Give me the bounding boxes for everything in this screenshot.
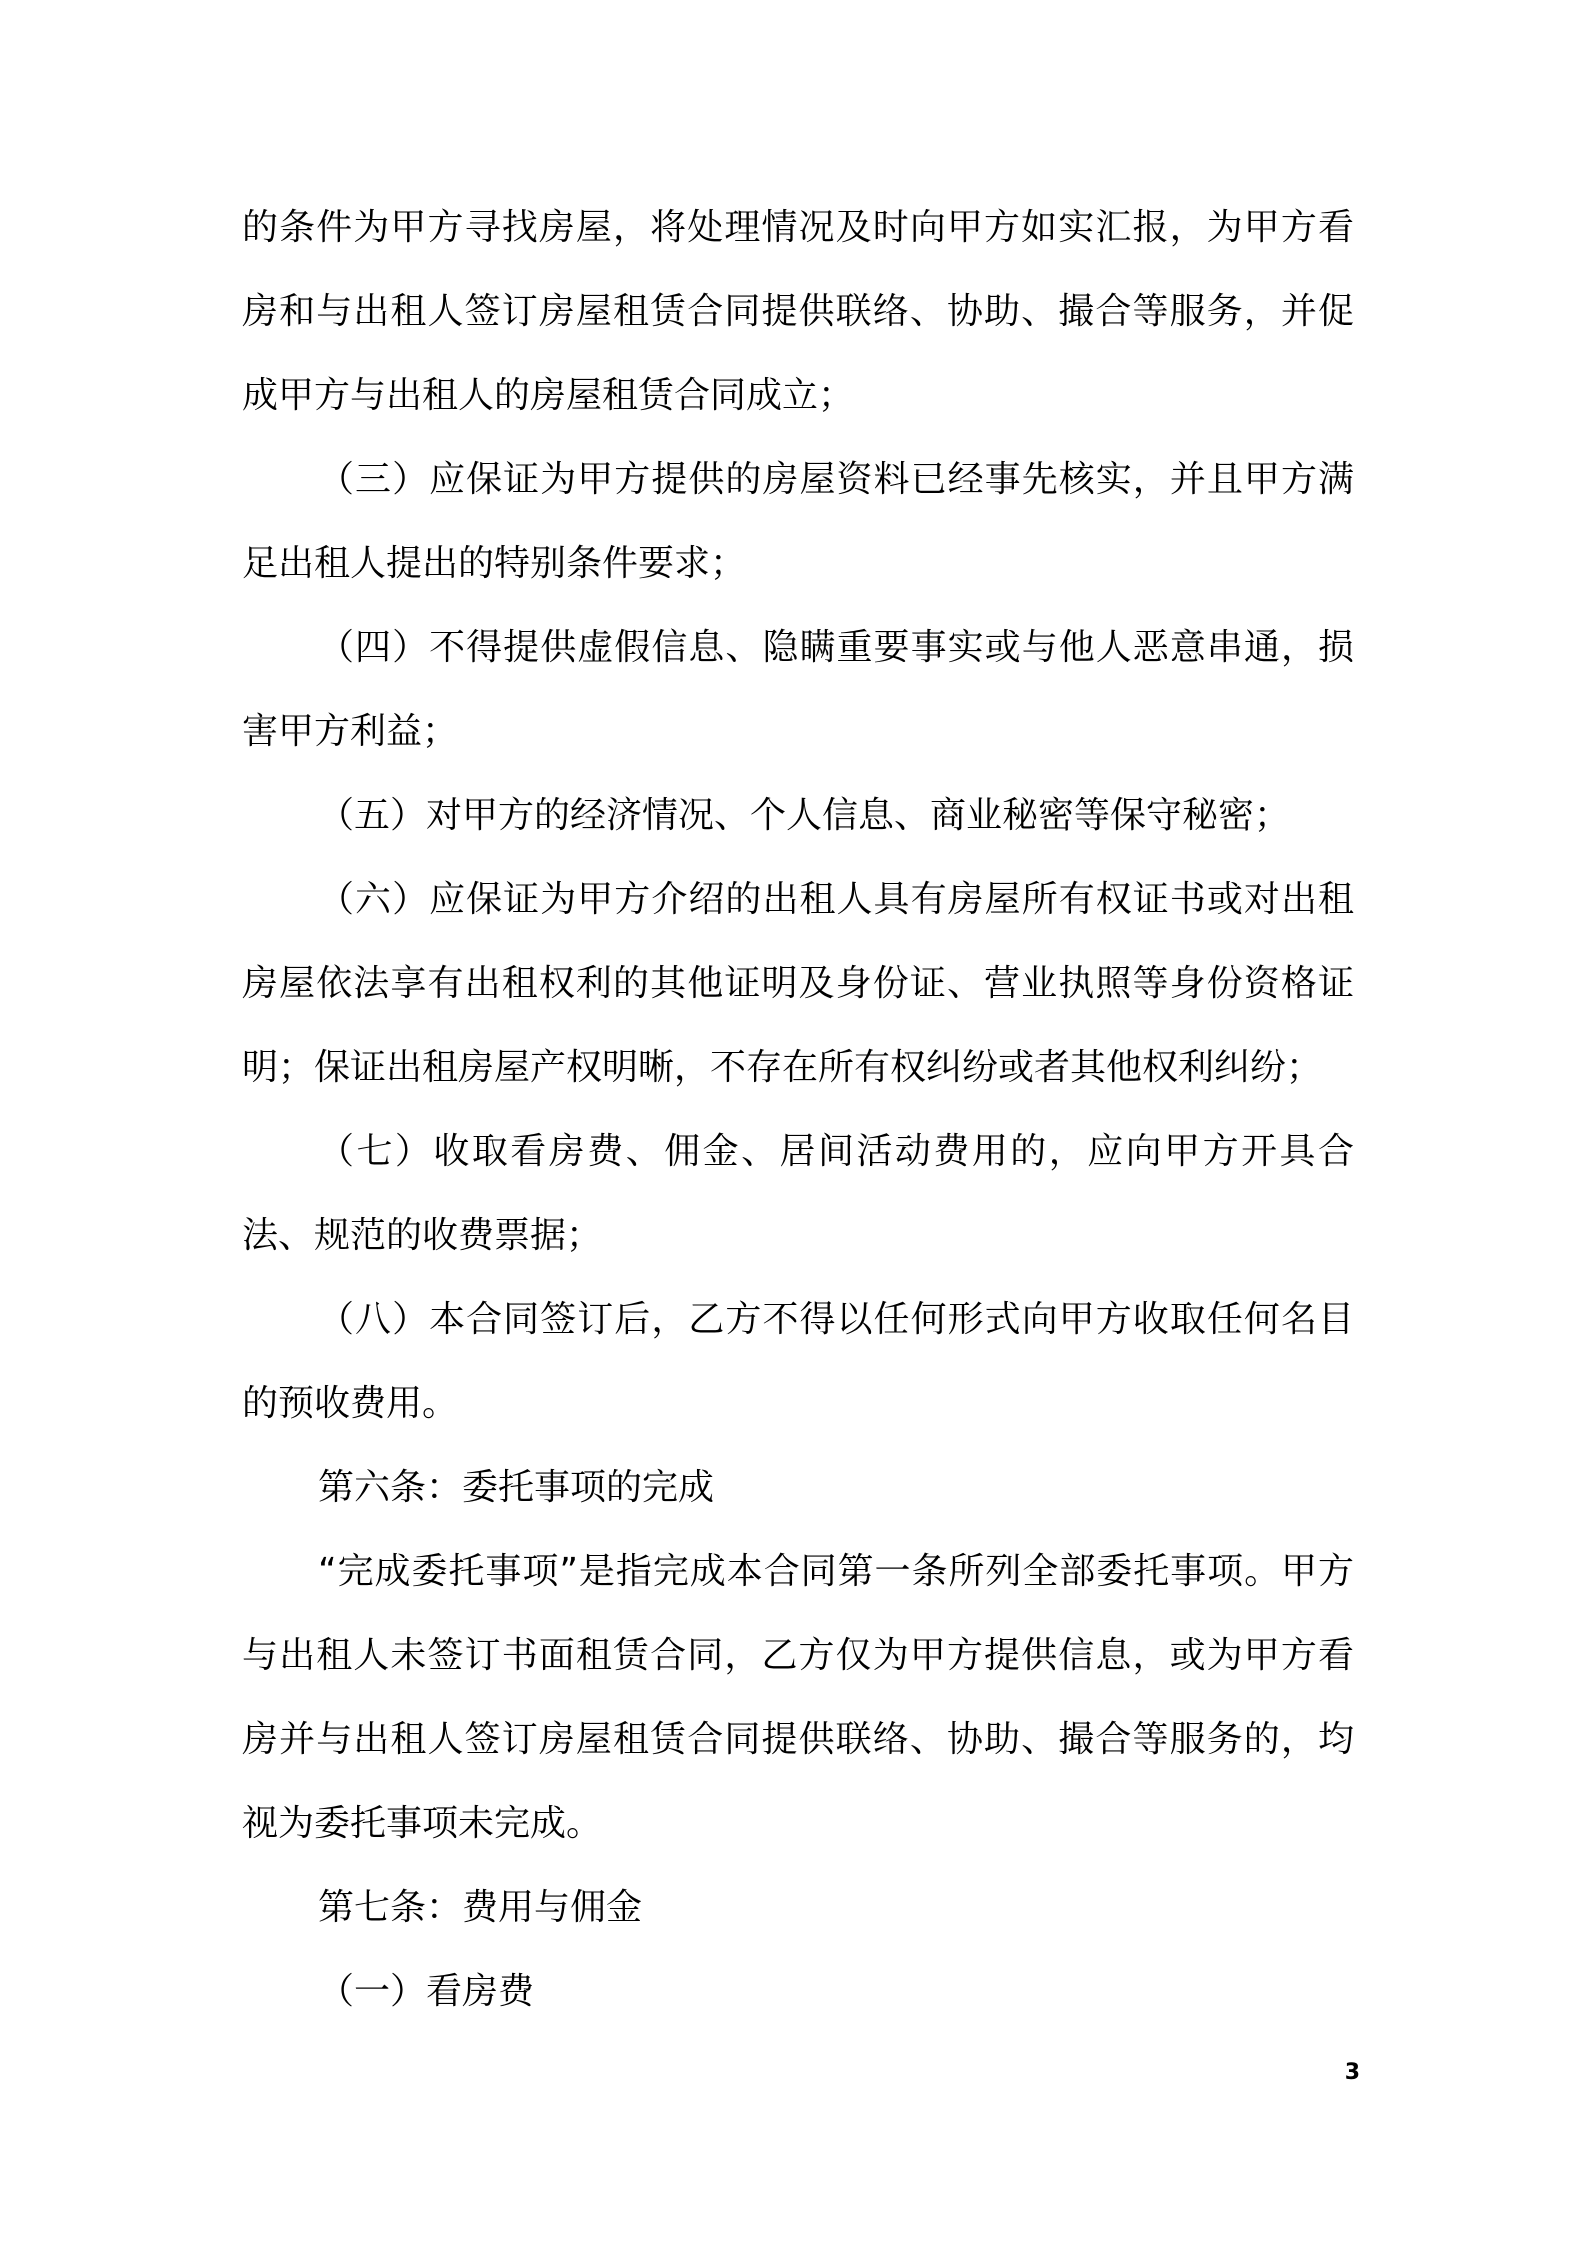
section-heading-article-6: 第六条：委托事项的完成: [318, 1467, 715, 1508]
paragraph-continuation: 的条件为甲方寻找房屋，将处理情况及时向甲方如实汇报，为甲方看房和与出租人签订房屋租赁合同提供联络、协助、撮合等服务，并促成甲方与出租人的房屋租赁合同成立；: [242, 207, 1354, 416]
paragraph-clause-4: （四）不得提供虚假信息、隐瞒重要事实或与他人恶意串通，损害甲方利益；: [242, 627, 1354, 752]
subheading-viewing-fee: （一）看房费: [318, 1971, 535, 2012]
document-body: [242, 186, 1354, 2034]
paragraph-clause-3: （三）应保证为甲方提供的房屋资料已经事先核实，并且甲方满足出租人提出的特别条件要求；: [242, 459, 1354, 584]
paragraph-clause-8: （八）本合同签订后，乙方不得以任何形式向甲方收取任何名目的预收费用。: [242, 1299, 1354, 1424]
paragraph-article-6-body: “完成委托事项”是指完成本合同第一条所列全部委托事项。甲方与出租人未签订书面租赁合同，乙方仅为甲方提供信息，或为甲方看房并与出租人签订房屋租赁合同提供联络、协助、撮合等服务的，均视为委托事项未完成。: [242, 1551, 1354, 1844]
paragraph-clause-5: （五）对甲方的经济情况、个人信息、商业秘密等保守秘密；: [318, 795, 1291, 836]
section-heading-article-7: 第七条：费用与佣金: [318, 1887, 643, 1928]
paragraph-clause-7: （七）收取看房费、佣金、居间活动费用的，应向甲方开具合法、规范的收费票据；: [242, 1131, 1354, 1256]
page-number: 3: [1344, 2060, 1360, 2085]
paragraph-clause-6: （六）应保证为甲方介绍的出租人具有房屋所有权证书或对出租房屋依法享有出租权利的其他证明及身份证、营业执照等身份资格证明；保证出租房屋产权明晰，不存在所有权纠纷或者其他权利纠纷；: [242, 879, 1354, 1088]
